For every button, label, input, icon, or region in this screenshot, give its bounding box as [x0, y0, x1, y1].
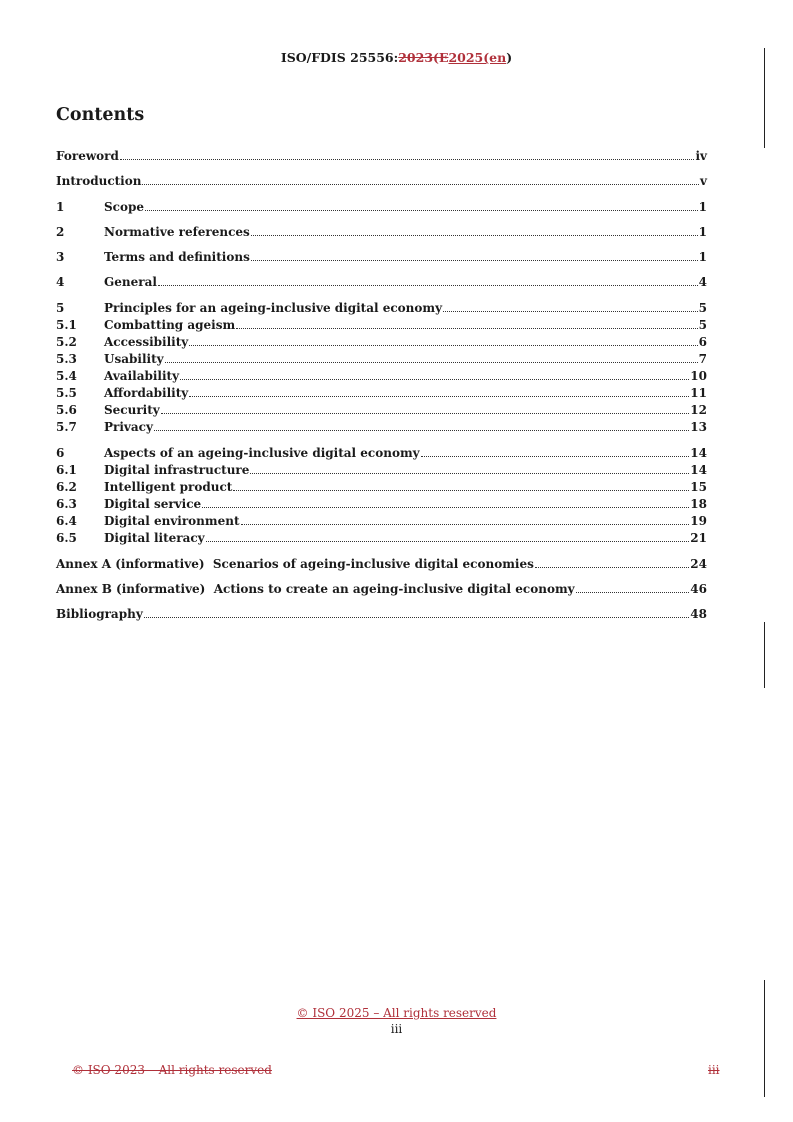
toc-entry-title: Normative references: [104, 225, 250, 239]
document-header: [0, 50, 793, 65]
toc-entry[interactable]: [56, 402, 707, 418]
change-bar-middle: [764, 622, 765, 688]
toc-entry-page: 14: [690, 446, 707, 460]
toc-dot-leader: [250, 473, 689, 474]
toc-dot-leader: [576, 592, 690, 593]
header-inserted-year: 2025(en: [448, 50, 507, 65]
toc-entry-number: 4: [56, 275, 65, 289]
toc-dot-leader: [535, 567, 689, 568]
toc-entry[interactable]: [56, 199, 707, 215]
toc-dot-leader: [165, 362, 698, 363]
toc-dot-leader: [241, 524, 690, 525]
change-bar-top: [764, 48, 765, 148]
toc-entry-number: 5.6: [56, 403, 77, 417]
toc-entry-page: 5: [698, 301, 707, 315]
toc-entry-title: Bibliography: [56, 607, 143, 621]
toc-dot-leader: [144, 617, 690, 618]
toc-entry-page: 18: [690, 497, 707, 511]
toc-entry-number: 5.3: [56, 352, 77, 366]
toc-entry-page: 46: [690, 582, 707, 596]
toc-entry-page: 4: [698, 275, 707, 289]
toc-entry-page: 14: [690, 463, 707, 477]
toc-entry-page: 48: [690, 607, 707, 621]
toc-dot-leader: [189, 345, 697, 346]
toc-entry-title: Annex B (informative) Actions to create an ageing-inclusive digital economy: [56, 582, 575, 596]
footer-copyright-old: [72, 1063, 272, 1077]
toc-dot-leader: [161, 413, 690, 414]
toc-dot-leader: [236, 328, 697, 329]
toc-entry[interactable]: [56, 317, 707, 333]
toc-entry-page: 11: [690, 386, 707, 400]
toc-entry[interactable]: [56, 581, 707, 597]
toc-entry[interactable]: [56, 351, 707, 367]
toc-entry-number: 5.2: [56, 335, 77, 349]
toc-entry-number: 6.4: [56, 514, 77, 528]
page-old-text: iii: [708, 1063, 720, 1077]
footer-page-number-old: [708, 1063, 720, 1077]
toc-entry[interactable]: [56, 274, 707, 290]
toc-entry-number: 5.7: [56, 420, 77, 434]
toc-entry[interactable]: [56, 556, 707, 572]
toc-entry-number: 6.1: [56, 463, 77, 477]
toc-entry[interactable]: [56, 173, 707, 189]
toc-entry-number: 6.3: [56, 497, 77, 511]
toc-entry-number: 6: [56, 446, 65, 460]
toc-entry[interactable]: [56, 148, 707, 164]
toc-entry-page: 21: [690, 531, 707, 545]
toc-entry[interactable]: [56, 513, 707, 529]
toc-entry-number: 3: [56, 250, 65, 264]
header-suffix: ): [506, 50, 513, 65]
toc-entry[interactable]: [56, 479, 707, 495]
toc-entry-page: 12: [690, 403, 707, 417]
toc-entry-page: 1: [698, 225, 707, 239]
toc-entry-page: 19: [690, 514, 707, 528]
toc-entry-title: Combatting ageism: [104, 318, 236, 332]
toc-entry-number: 1: [56, 200, 65, 214]
toc-entry-title: Digital infrastructure: [104, 463, 250, 477]
toc-dot-leader: [145, 210, 698, 211]
toc-dot-leader: [443, 311, 698, 312]
toc-entry-title: Foreword: [56, 149, 119, 163]
toc-entry-title: Terms and definitions: [104, 250, 250, 264]
toc-entry[interactable]: [56, 496, 707, 512]
toc-dot-leader: [158, 285, 698, 286]
toc-entry[interactable]: [56, 334, 707, 350]
toc-entry-title: Aspects of an ageing-inclusive digital economy: [104, 446, 420, 460]
toc-entry-title: Security: [104, 403, 160, 417]
header-deleted-year: 2023(E: [398, 50, 449, 65]
toc-entry-page: iv: [695, 149, 707, 163]
toc-entry[interactable]: [56, 606, 707, 622]
toc-dot-leader: [251, 260, 698, 261]
toc-entry[interactable]: [56, 224, 707, 240]
toc-entry[interactable]: [56, 419, 707, 435]
toc-entry-title: Accessibility: [104, 335, 189, 349]
toc-dot-leader: [251, 235, 698, 236]
toc-dot-leader: [233, 490, 689, 491]
toc-entry-number: 5.5: [56, 386, 77, 400]
toc-entry[interactable]: [56, 385, 707, 401]
toc-dot-leader: [120, 159, 695, 160]
toc-dot-leader: [189, 396, 689, 397]
toc-entry-title: Digital literacy: [104, 531, 205, 545]
toc-entry-page: 5: [698, 318, 707, 332]
footer-copyright-new: [0, 1006, 793, 1020]
copyright-old-text: © ISO 2023 – All rights reserved: [72, 1063, 272, 1077]
toc-entry-page: 13: [690, 420, 707, 434]
toc-entry[interactable]: [56, 530, 707, 546]
toc-entry-title: Intelligent product: [104, 480, 233, 494]
contents-heading: Contents: [56, 105, 145, 125]
toc-entry-page: 1: [698, 200, 707, 214]
toc-entry-title: Principles for an ageing-inclusive digital economy: [104, 301, 443, 315]
toc-entry-page: 15: [690, 480, 707, 494]
toc-entry-number: 6.2: [56, 480, 77, 494]
toc-entry-title: Digital service: [104, 497, 202, 511]
toc-entry-title: Availability: [104, 369, 180, 383]
toc-entry-title: Affordability: [104, 386, 189, 400]
toc-dot-leader: [206, 541, 690, 542]
toc-entry-number: 5.1: [56, 318, 77, 332]
header-prefix: ISO/FDIS 25556:: [280, 50, 399, 65]
toc-entry-number: 5: [56, 301, 65, 315]
toc-entry[interactable]: [56, 462, 707, 478]
toc-dot-leader: [421, 456, 690, 457]
toc-entry-page: 6: [698, 335, 707, 349]
toc-dot-leader: [180, 379, 689, 380]
toc-entry-page: 7: [698, 352, 707, 366]
toc-entry[interactable]: [56, 445, 707, 461]
toc-entry-title: Privacy: [104, 420, 153, 434]
toc-entry-title: Annex A (informative) Scenarios of ageing-inclusive digital economies: [56, 557, 534, 571]
toc-entry-number: 2: [56, 225, 65, 239]
toc-entry-title: Scope: [104, 200, 145, 214]
toc-entry-title: Usability: [104, 352, 164, 366]
toc-entry-page: 10: [690, 369, 707, 383]
toc-dot-leader: [202, 507, 689, 508]
toc-entry[interactable]: [56, 249, 707, 265]
change-bar-bottom: [764, 980, 765, 1097]
toc-entry-page: 24: [690, 557, 707, 571]
copyright-new-text: © ISO 2025 – All rights reserved: [296, 1006, 497, 1020]
toc-entry-number: 5.4: [56, 369, 77, 383]
toc-entry-page: v: [700, 174, 707, 188]
toc-entry-title: General: [104, 275, 157, 289]
footer-page-number: iii: [390, 1022, 403, 1036]
toc-entry-page: 1: [698, 250, 707, 264]
toc-entry[interactable]: [56, 368, 707, 384]
toc-dot-leader: [154, 430, 689, 431]
toc-entry-title: Digital environment: [104, 514, 240, 528]
toc-entry-title: Introduction: [56, 174, 142, 188]
toc-entry[interactable]: [56, 300, 707, 316]
toc-entry-number: 6.5: [56, 531, 77, 545]
toc-dot-leader: [142, 184, 699, 185]
